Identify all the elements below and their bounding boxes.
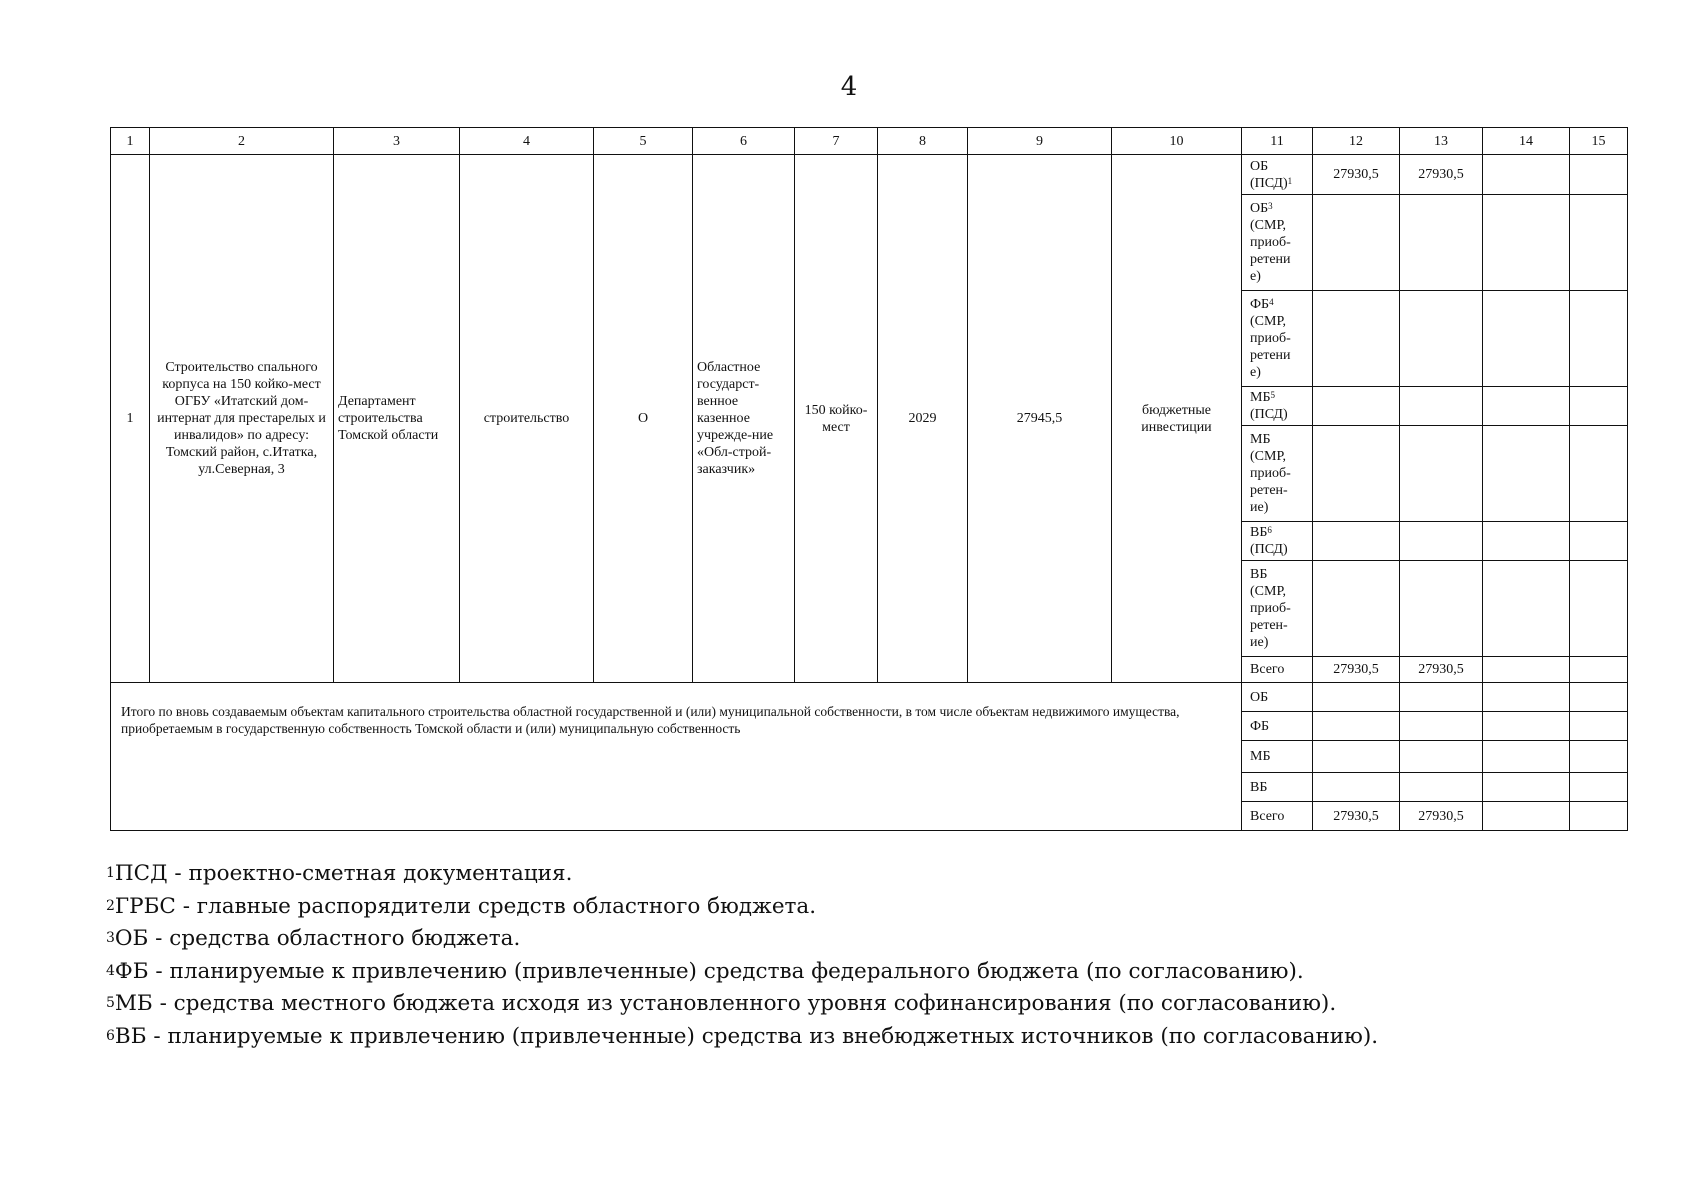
col-header: 1 — [111, 128, 150, 155]
col-header: 11 — [1242, 128, 1313, 155]
value-cell — [1313, 426, 1400, 522]
col-header: 14 — [1483, 128, 1570, 155]
object-name: Строительство спального корпуса на 150 койко-мест ОГБУ «Итатский дом-интернат для престарелых и инвалидов» по адресу: Томский район, с.Итатка, ул.Северная, 3 — [150, 155, 334, 683]
value-cell — [1483, 657, 1570, 683]
value-cell — [1400, 741, 1483, 773]
col-header: 6 — [693, 128, 795, 155]
value-cell — [1483, 802, 1570, 831]
value-cell — [1483, 155, 1570, 195]
value-cell — [1400, 387, 1483, 426]
column-number-row — [111, 128, 1628, 155]
summary-text: Итого по вновь создаваемым объектам капитального строительства областной государственной и (или) муниципальной собственности, в том числе объектам недвижимого имущества, приобретаемым в государственную собственность Томской области и (или) муниципальную собственность — [111, 683, 1242, 831]
value-cell: 27930,5 — [1400, 657, 1483, 683]
summary-row — [111, 683, 1628, 712]
value-cell — [1570, 712, 1628, 741]
value-cell — [1400, 683, 1483, 712]
value-cell — [1483, 387, 1570, 426]
footnote: $^2$ГРБС - главные распорядители средств областного бюджета. — [106, 893, 817, 919]
value-cell: 27930,5 — [1313, 155, 1400, 195]
value-cell — [1313, 195, 1400, 291]
capital-construction-table — [110, 127, 1628, 831]
funding-source-label: ОБ (ПСД)$^1$ — [1242, 155, 1313, 195]
capacity: 150 койко-мест — [795, 155, 878, 683]
funding-source-label: $ФБ^4$ (СМР, приоб- ретени е) — [1242, 291, 1313, 387]
customer-organization: Областное государст-венное казенное учрежде-ние «Обл-строй-заказчик» — [693, 155, 795, 683]
footnote: $^4$ФБ - планируемые к привлечению (привлеченные) средства федерального бюджета (по согласованию). — [106, 958, 1304, 984]
work-type: строительство — [460, 155, 594, 683]
value-cell — [1313, 712, 1400, 741]
value-cell — [1313, 773, 1400, 802]
value-cell — [1483, 712, 1570, 741]
investment-form: бюджетные инвестиции — [1112, 155, 1242, 683]
col-header: 8 — [878, 128, 968, 155]
col-header: 2 — [150, 128, 334, 155]
value-cell — [1483, 426, 1570, 522]
value-cell — [1570, 522, 1628, 561]
value-cell — [1483, 741, 1570, 773]
col-header: 13 — [1400, 128, 1483, 155]
footnote: $^3$ОБ - средства областного бюджета. — [106, 926, 521, 951]
value-cell — [1483, 291, 1570, 387]
value-cell — [1483, 773, 1570, 802]
value-cell — [1570, 741, 1628, 773]
value-cell — [1400, 561, 1483, 657]
col-header: 15 — [1570, 128, 1628, 155]
value-cell — [1313, 522, 1400, 561]
value-cell — [1483, 683, 1570, 712]
value-cell — [1483, 195, 1570, 291]
summary-source-label: Всего — [1242, 802, 1313, 831]
value-cell — [1400, 426, 1483, 522]
value-cell: 27930,5 — [1400, 802, 1483, 831]
value-cell — [1313, 387, 1400, 426]
value-cell — [1570, 561, 1628, 657]
summary-source-label: ФБ — [1242, 712, 1313, 741]
value-cell — [1570, 155, 1628, 195]
value-cell — [1313, 741, 1400, 773]
col-header: 12 — [1313, 128, 1400, 155]
value-cell — [1570, 773, 1628, 802]
funding-source-label: Всего — [1242, 657, 1313, 683]
col-header: 3 — [334, 128, 460, 155]
footnotes — [106, 858, 1378, 1053]
summary-source-label: ОБ — [1242, 683, 1313, 712]
value-cell — [1483, 522, 1570, 561]
value-cell: 27930,5 — [1400, 155, 1483, 195]
footnote: $^5$МБ - средства местного бюджета исходя из установленного уровня софинансирования (по согласованию). — [106, 991, 1337, 1016]
completion-year: 2029 — [878, 155, 968, 683]
table-row — [111, 155, 1628, 195]
value-cell — [1400, 195, 1483, 291]
value-cell — [1313, 683, 1400, 712]
footnote: $^6$ВБ - планируемые к привлечению (привлеченные) средства из внебюджетных источников (по согласованию). — [106, 1023, 1379, 1049]
funding-source-label: ВБ (СМР, приоб- ретен- ие) — [1242, 561, 1313, 657]
responsible-department: Департамент строительства Томской области — [334, 155, 460, 683]
value-cell — [1400, 522, 1483, 561]
estimated-cost: 27945,5 — [968, 155, 1112, 683]
value-cell — [1570, 683, 1628, 712]
value-cell: 27930,5 — [1313, 802, 1400, 831]
funding-source-label: $ОБ^3$ (СМР, приоб- ретени е) — [1242, 195, 1313, 291]
value-cell — [1400, 712, 1483, 741]
value-cell — [1570, 657, 1628, 683]
funding-source-label: $ВБ^6$ (ПСД) — [1242, 522, 1313, 561]
row-number: 1 — [111, 155, 150, 683]
value-cell — [1400, 773, 1483, 802]
col-header: 7 — [795, 128, 878, 155]
value-cell — [1400, 291, 1483, 387]
col-header: 10 — [1112, 128, 1242, 155]
ownership-code: О — [594, 155, 693, 683]
value-cell — [1570, 195, 1628, 291]
col-header: 9 — [968, 128, 1112, 155]
footnote: $^1$ПСД - проектно-сметная документация. — [106, 861, 573, 886]
funding-source-label: $МБ^5$ (ПСД) — [1242, 387, 1313, 426]
value-cell — [1570, 802, 1628, 831]
value-cell — [1570, 426, 1628, 522]
funding-source-label: МБ (СМР, приоб- ретен- ие) — [1242, 426, 1313, 522]
value-cell — [1313, 561, 1400, 657]
col-header: 5 — [594, 128, 693, 155]
summary-source-label: МБ — [1242, 741, 1313, 773]
value-cell — [1570, 387, 1628, 426]
value-cell — [1570, 291, 1628, 387]
value-cell — [1483, 561, 1570, 657]
page-number: 4 — [840, 72, 858, 102]
summary-source-label: ВБ — [1242, 773, 1313, 802]
value-cell — [1313, 291, 1400, 387]
col-header: 4 — [460, 128, 594, 155]
value-cell: 27930,5 — [1313, 657, 1400, 683]
